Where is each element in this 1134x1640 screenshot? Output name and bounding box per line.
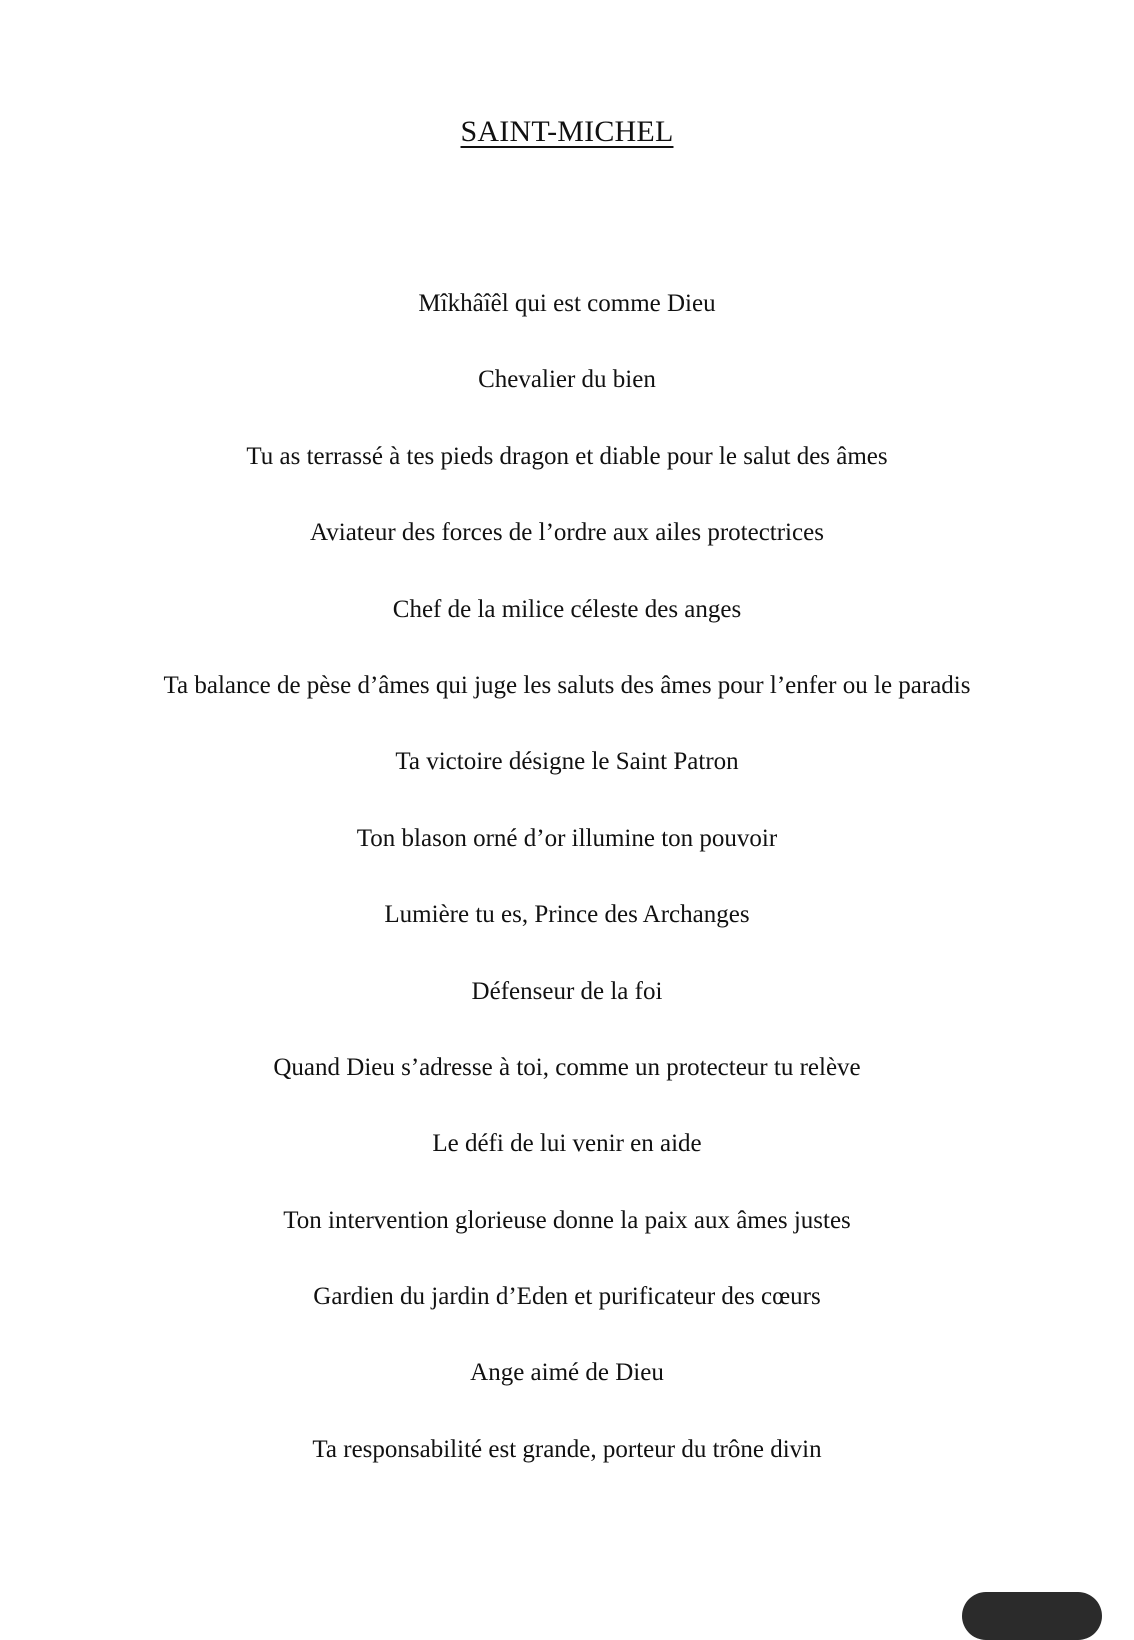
poem-line: Ta responsabilité est grande, porteur du trône divin [312, 1435, 822, 1463]
poem-line: Ton intervention glorieuse donne la paix aux âmes justes [283, 1206, 851, 1234]
poem-line: Ton blason orné d’or illumine ton pouvoir [356, 824, 778, 852]
poem-line: Tu as terrassé à tes pieds dragon et diable pour le salut des âmes [246, 442, 888, 470]
poem-line: Ta victoire désigne le Saint Patron [395, 748, 739, 776]
poem-line: Lumière tu es, Prince des Archanges [384, 901, 750, 929]
poem-line: Chevalier du bien [478, 366, 656, 394]
floating-toolbar-pill[interactable] [962, 1592, 1102, 1640]
poem-line: Gardien du jardin d’Eden et purificateur des cœurs [313, 1283, 821, 1311]
poem-line: Aviateur des forces de l’ordre aux ailes protectrices [310, 519, 824, 547]
poem-line: Ange aimé de Dieu [470, 1359, 664, 1387]
poem-line: Mîkhâîêl qui est comme Dieu [418, 290, 716, 317]
poem-body [0, 286, 1134, 1508]
poem-line: Défenseur de la foi [471, 977, 663, 1005]
poem-line: Chef de la milice céleste des anges [392, 595, 742, 623]
poem-line: Le défi de lui venir en aide [432, 1130, 702, 1158]
page-title: SAINT-MICHEL [460, 115, 674, 148]
poem-line: Quand Dieu s’adresse à toi, comme un protecteur tu relève [273, 1053, 861, 1081]
poem-line: Ta balance de pèse d’âmes qui juge les saluts des âmes pour l’enfer ou le paradis [163, 671, 971, 699]
